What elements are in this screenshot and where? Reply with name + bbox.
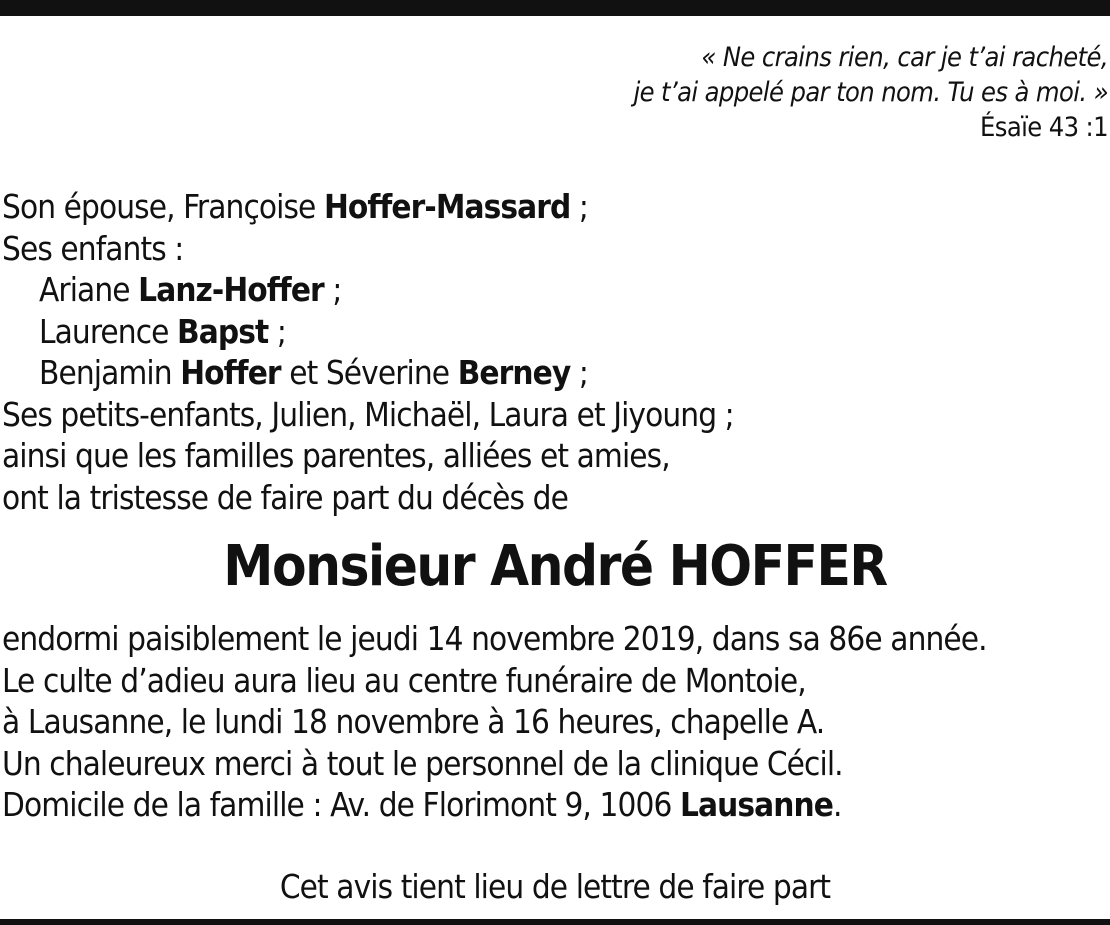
child-line-2 xyxy=(2,311,734,353)
child3-partner-last-name: Berney xyxy=(457,353,571,392)
child1-first-name: Ariane xyxy=(39,270,139,309)
family-list xyxy=(2,186,734,518)
relatives-line: ainsi que les familles parentes, alliées et amies, xyxy=(2,436,670,475)
top-rule xyxy=(0,0,1110,16)
details-line-1: endormi paisiblement le jeudi 14 novembre 2019, dans sa 86e année. xyxy=(2,619,987,658)
bible-verse xyxy=(633,40,1108,145)
child1-suffix: ; xyxy=(323,270,342,309)
child-line-3 xyxy=(2,352,734,394)
bottom-rule xyxy=(0,919,1110,925)
grandchildren-line: Ses petits-enfants, Julien, Michaël, Laura et Jiyoung ; xyxy=(2,394,734,434)
child2-suffix: ; xyxy=(268,311,286,351)
child2-first-name: Laurence xyxy=(39,311,178,351)
deceased-name: Monsieur André HOFFER xyxy=(223,534,887,599)
verse-line-2: je t’ai appelé par ton nom. Tu es à moi. » xyxy=(633,77,1108,108)
details-line-3: à Lausanne, le lundi 18 novembre à 16 heures, chapelle A. xyxy=(2,702,825,741)
children-label: Ses enfants : xyxy=(2,228,184,268)
spouse-name: Hoffer-Massard xyxy=(323,187,571,226)
spouse-prefix: Son épouse, Françoise xyxy=(2,187,324,226)
domicile-line xyxy=(2,784,987,826)
child2-last-name: Bapst xyxy=(177,311,269,351)
child3-suffix: ; xyxy=(570,353,588,392)
domicile-suffix: . xyxy=(832,785,842,824)
spouse-line xyxy=(2,186,734,228)
child3-last-name: Hoffer xyxy=(180,353,281,392)
child-line-1 xyxy=(2,269,734,311)
announcement-line: ont la tristesse de faire part du décès de xyxy=(2,477,568,517)
details-line-2: Le culte d’adieu aura lieu au centre funéraire de Montoie, xyxy=(2,660,806,700)
spouse-suffix: ; xyxy=(570,187,589,226)
verse-reference: Ésaïe 43 :1 xyxy=(980,112,1108,143)
child3-first-name: Benjamin xyxy=(39,353,181,392)
footer-note: Cet avis tient lieu de lettre de faire part xyxy=(279,867,831,906)
child3-partner-first-name: et Séverine xyxy=(280,353,458,392)
verse-line-1: « Ne crains rien, car je t’ai racheté, xyxy=(701,42,1108,73)
details-line-4: Un chaleureux merci à tout le personnel de la clinique Cécil. xyxy=(2,743,843,783)
funeral-details xyxy=(2,618,987,826)
child1-last-name: Lanz-Hoffer xyxy=(138,270,324,309)
domicile-address: Domicile de la famille : Av. de Florimont 9, 1006 xyxy=(2,785,680,824)
domicile-city: Lausanne xyxy=(679,785,833,824)
